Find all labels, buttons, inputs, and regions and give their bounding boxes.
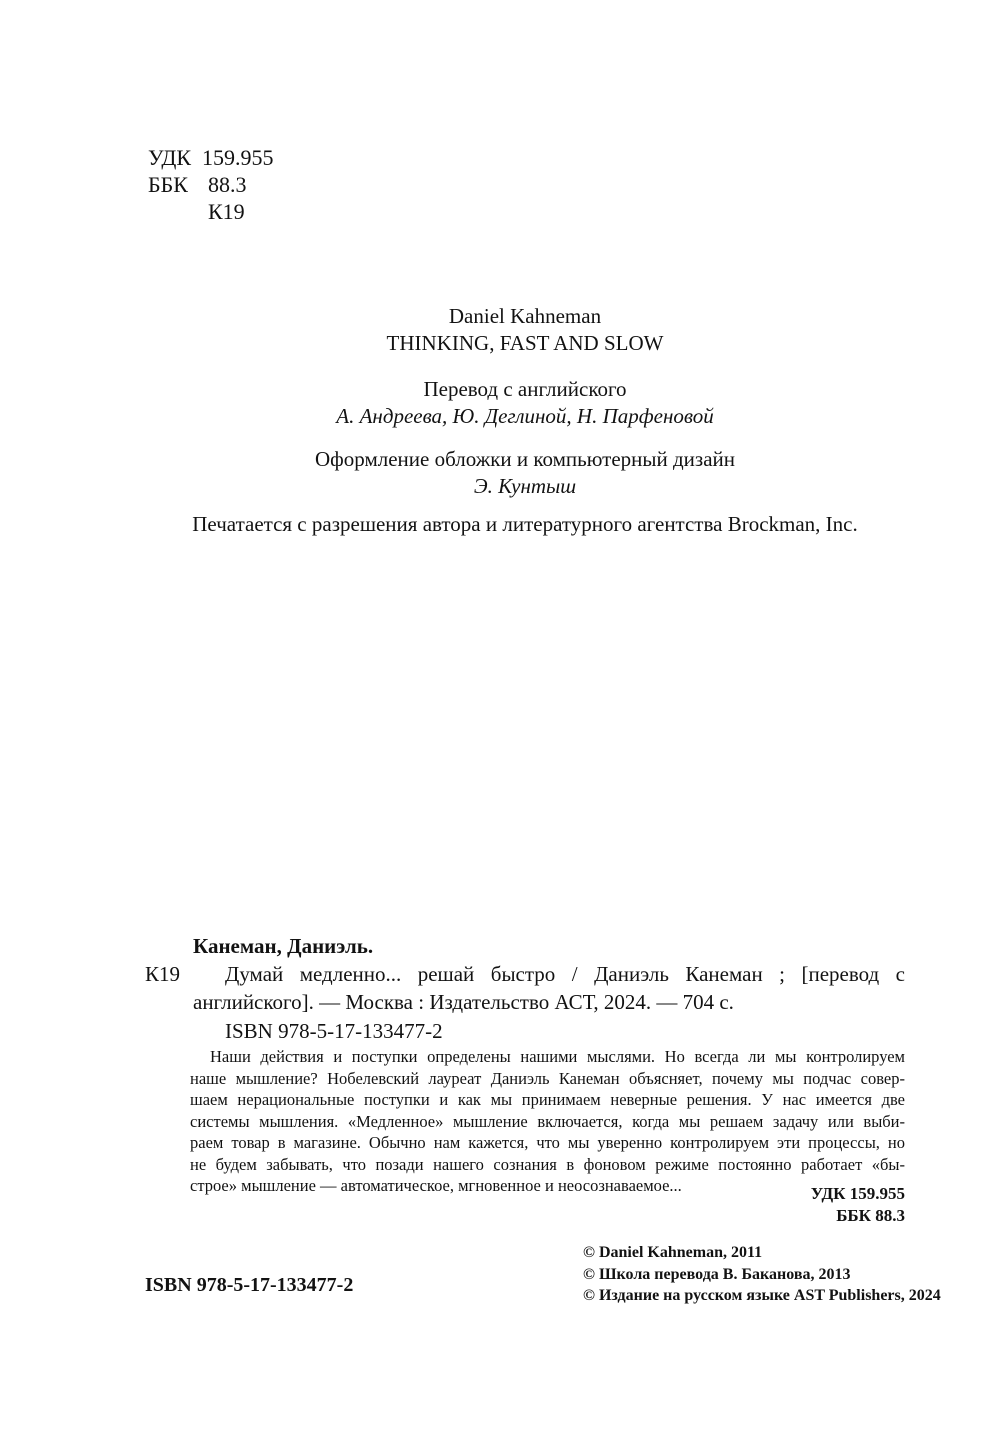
classification-refs [145,1183,905,1227]
copyright-line: © Школа перевода В. Баканова, 2013 [583,1265,851,1283]
permission-note-text: Печатается с разрешения автора и литературного агентства Brockman, Inc. [192,512,858,536]
bbk-row [148,171,274,198]
annotation-line: системы мышления. «Медленное» мышление включается, когда мы решаем задачу или выби- [190,1111,905,1131]
annotation-line: раем товар в магазине. Обычно нам кажется, что мы уверенно контролируем эти процессы, но [190,1133,905,1152]
footer-isbn: ISBN 978-5-17-133477-2 [145,1274,354,1296]
translation-heading: Перевод с английского [423,377,627,401]
author-sign-row [148,198,274,225]
designer: Э. Кунтыш [473,474,577,498]
translation-block [145,376,905,430]
annotation-line: Наши действия и поступки определены нашими мыслями. Но всегда ли мы контролируем [210,1047,905,1066]
annotation-line: не будем забывать, что позади нашего сознания в фоновом режиме постоянно работает «бы- [190,1154,905,1174]
udk-value: 159.955 [202,145,274,170]
catalog-author-sign: К19 [145,962,181,986]
bbk-ref: ББК 88.3 [836,1206,905,1225]
copyright-block [583,1242,941,1307]
annotation [190,1046,905,1197]
copyright-line: © Издание на русском языке AST Publishers, 2024 [583,1287,941,1304]
catalog-author-heading: Канеман, Даниэль. [193,934,374,958]
annotation-line: наше мышление? Нобелевский лауреат Даниэль Канеман объясняет, почему мы подчас совер- [190,1068,905,1088]
translators: А. Андреева, Ю. Деглиной, Н. Парфеновой [336,404,714,428]
udk-row [148,144,274,171]
bbk-value: 88.3 [208,172,247,197]
permission-note [145,511,905,538]
catalog-isbn: ISBN 978-5-17-133477-2 [225,1019,443,1043]
original-title: THINKING, FAST AND SLOW [386,331,664,355]
udk-label: УДК [148,145,192,170]
annotation-line: шаем нерациональные поступки и как мы принимаем неверные решения. У нас имеется две [190,1090,905,1109]
author-sign: К19 [208,199,245,224]
catalog-entry-line2: английского]. — Москва : Издательство АСТ, 2024. — 704 с. [193,990,734,1014]
catalog-entry-line1: Думай медленно... решай быстро / Даниэль Канеман ; [перевод с [225,962,905,986]
annotation-line: строе» мышление — автоматическое, мгновенное и неосознаваемое... [190,1176,682,1195]
udk-ref: УДК 159.955 [810,1184,905,1203]
design-heading: Оформление обложки и компьютерный дизайн [315,447,735,471]
original-title-block [145,303,905,357]
original-author: Daniel Kahneman [448,304,602,328]
copyright-line: © Daniel Kahneman, 2011 [583,1244,763,1261]
classification-codes [148,144,274,225]
bbk-label: ББК [148,172,188,197]
design-block [145,446,905,500]
